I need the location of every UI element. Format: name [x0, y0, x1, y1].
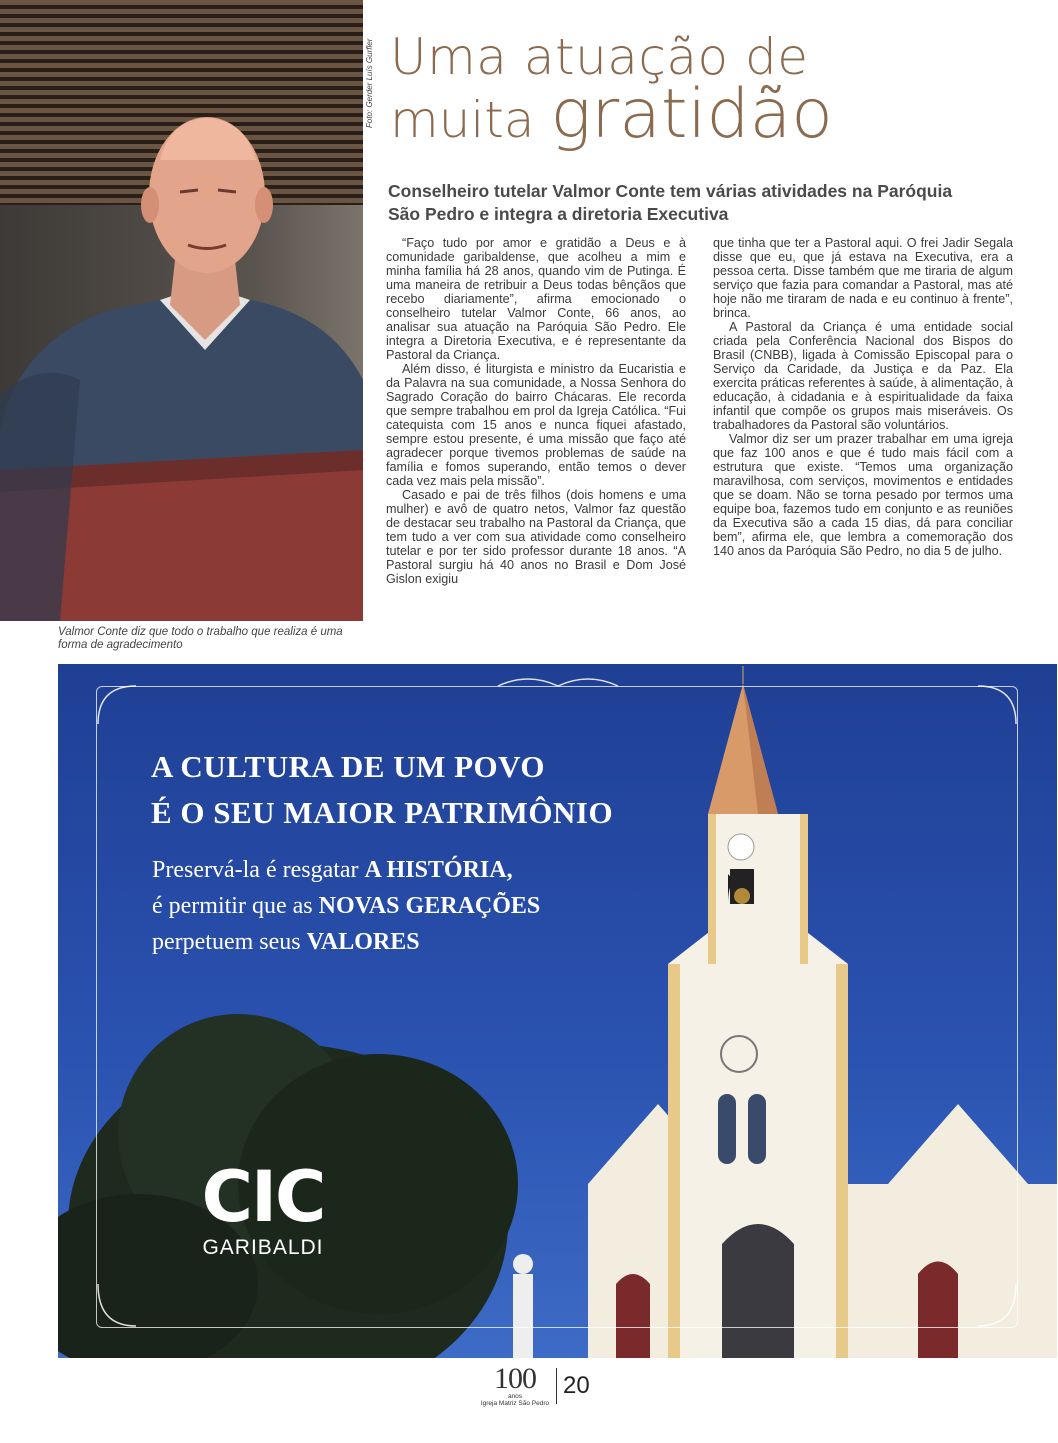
page-number: 20: [563, 1372, 590, 1399]
article-column-1: [386, 236, 686, 586]
ad-headline-line-2: É O SEU MAIOR PATRIMÔNIO: [151, 795, 614, 830]
ad-text-bold: VALORES: [306, 929, 420, 955]
ad-text: Preservá-la é resgatar: [152, 857, 365, 883]
title-line-1: Uma atuação de: [390, 28, 809, 86]
title-line-2b: gratidão: [550, 75, 833, 154]
article-title: [390, 28, 833, 161]
anniversary-anos: anos: [507, 1393, 523, 1400]
paragraph: Casado e pai de três filhos (dois homens e uma mulher) e avô de quatro netos, Valmor faz questão de destacar seu trabalho na Pastoral da Criança, que tem tudo a ver com sua atividade como conselheiro tutelar e por ter sido professor durante 18 anos. “A Pastoral surgiu há 40 anos no Brasil e Dom José Gislon exigiu: [386, 488, 686, 586]
ad-body: [152, 852, 540, 960]
article-subtitle: Conselheiro tutelar Valmor Conte tem várias atividades na Paróquia São Pedro e integra a diretoria Executiva: [388, 181, 953, 224]
ad-text: perpetuem seus: [152, 929, 307, 955]
advertisement: [58, 664, 1057, 1358]
paragraph: Valmor diz ser um prazer trabalhar em uma igreja que faz 100 anos e que é tudo mais fácil com a estrutura que existe. “Temos uma organização maravilhosa, com serviços, movimentos e entidades que se doam. Não se torna pesado por termos uma equipe boa, fazemos tudo em conjunto e as reuniões da Executiva são a cada 15 dias, dá para conciliar bem”, afirma ele, que lembra a comemoração dos 140 anos da Paróquia São Pedro, no dia 5 de julho.: [713, 432, 1013, 558]
portrait-figure: [0, 0, 363, 621]
ad-text-bold: NOVAS GERAÇÕES: [318, 893, 541, 919]
portrait-photo: [0, 0, 363, 621]
article-column-2: [713, 236, 1013, 558]
anniversary-logo: [480, 1362, 550, 1407]
photo-credit: Foto: Gerder Luís Gurfler: [365, 38, 374, 128]
footer-divider: [556, 1368, 557, 1404]
paragraph: que tinha que ter a Pastoral aqui. O frei Jadir Segala disse que eu, que já estava na Executiva, era a pessoa certa. Disse também que me tiraria de algum serviço que fazia para comandar a Pastoral, mas até hoje não me tiraram de nada e eu continuo à frente”, brinca.: [713, 236, 1013, 320]
cic-logo-city: GARIBALDI: [202, 1236, 324, 1259]
ad-text: é permitir que as: [152, 893, 319, 919]
paragraph: “Faço tudo por amor e gratidão a Deus e à comunidade garibaldense, que acolheu a mim e minha família há 28 anos, quando vim de Putinga. É uma maneira de retribuir a Deus todas bênçãos que recebo diariamente”, afirma emocionado o conselheiro tutelar Valmor Conte, 66 anos, ao analisar sua atuação na Paróquia São Pedro. Ele integra a Diretoria Executiva, e é representante da Pastoral da Criança.: [386, 236, 686, 362]
anniversary-number: 100: [494, 1362, 536, 1395]
paragraph: Além disso, é liturgista e ministro da Eucaristia e da Palavra na sua comunidade, a Nossa Senhora do Sagrado Coração do bairro Chácaras. Ele recorda que sempre trabalhou em prol da Igreja Católica. “Fui catequista com 15 anos e nunca fiquei afastado, sempre estou presente, é uma missão que faço até agradecer porque tivemos problemas de saúde na família e fomos superando, então temos o dever cada vez mais pela missão”.: [386, 362, 686, 488]
page-footer: [480, 1362, 590, 1407]
paragraph: A Pastoral da Criança é uma entidade social criada pela Conferência Nacional dos Bispos do Brasil (CNBB), ligada à Comissão Episcopal para o Serviço da Caridade, da Justiça e da Paz. Ela exercita práticas referentes à saúde, à alimentação, à educação, à cidadania e à espiritualidade da faixa infantil que compõe os grupos mais miseráveis. Os trabalhadores da Pastoral são voluntários.: [713, 320, 1013, 432]
ad-text-bold: A HISTÓRIA,: [364, 857, 513, 883]
anniversary-sub: Igreja Matriz São Pedro: [480, 1400, 550, 1407]
ad-headline: [151, 744, 613, 836]
cic-logo: [191, 1156, 335, 1260]
cic-logo-mark: CIC: [201, 1156, 325, 1238]
photo-caption: Valmor Conte diz que todo o trabalho que realiza é uma forma de agradecimento: [58, 626, 343, 651]
ad-headline-line-1: A CULTURA DE UM POVO: [151, 749, 546, 784]
title-line-2a: muita: [390, 91, 551, 149]
